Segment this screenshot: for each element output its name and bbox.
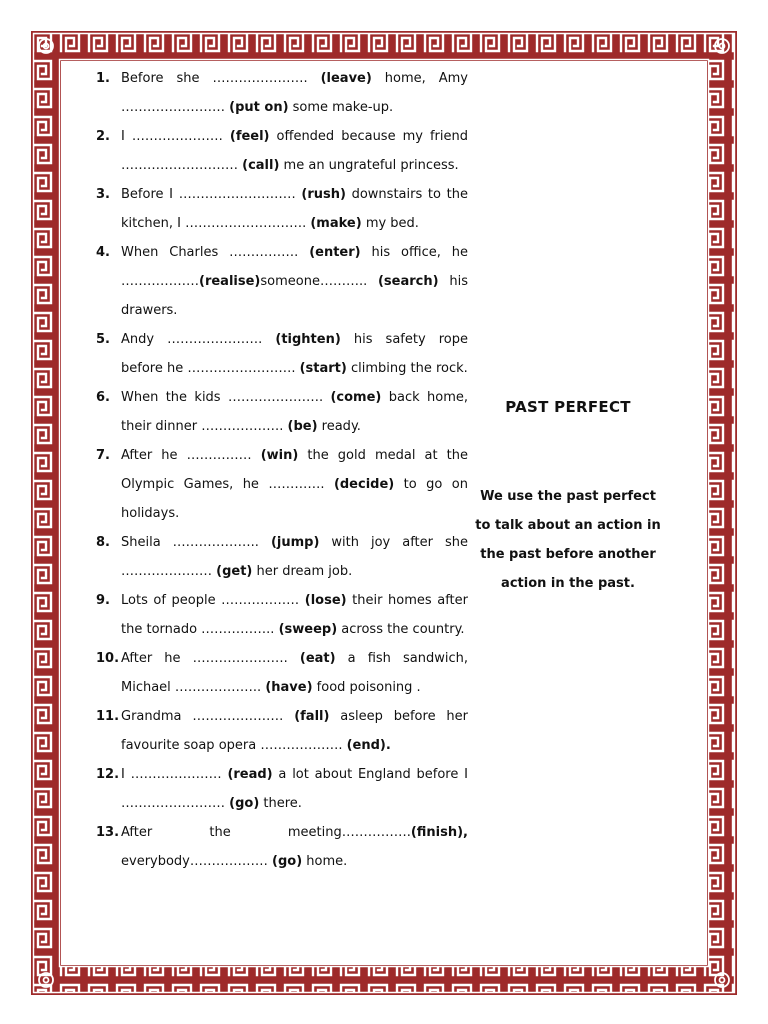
sentence-fragment: the gold medal at the Olympic Games, he …………. [121, 448, 468, 492]
exercise-text [121, 180, 468, 238]
exercise-text [121, 383, 468, 441]
exercise-item [96, 586, 468, 644]
exercise-item [96, 180, 468, 238]
verb-cue: (rush) [301, 187, 346, 202]
verb-cue: (jump) [270, 535, 320, 550]
sentence-fragment: his drawers. [121, 274, 468, 318]
sentence-fragment: food poisoning . [312, 680, 421, 695]
sentence-fragment: ready. [317, 419, 361, 434]
verb-cue: (have) [265, 680, 313, 695]
sentence-fragment: When Charles ……………. [121, 245, 310, 260]
exercise-item [96, 702, 468, 760]
sentence-fragment: across the country. [337, 622, 465, 637]
verb-cue: (fall) [294, 709, 330, 724]
sentence-fragment: Before I ……………………… [121, 187, 302, 202]
exercise-number: 4. [96, 245, 110, 260]
exercise-list [96, 64, 468, 876]
sentence-fragment: asleep before her favourite soap opera ………………. [121, 709, 468, 753]
sentence-fragment: When the kids …………………. [121, 390, 331, 405]
verb-cue: (go) [272, 854, 303, 869]
verb-cue: (enter) [309, 245, 361, 260]
exercise-text [121, 760, 468, 818]
sentence-fragment: Sheila ……………….. [121, 535, 271, 550]
verb-cue: (tighten) [275, 332, 341, 347]
exercise-number: 3. [96, 187, 110, 202]
sentence-fragment: my bed. [361, 216, 419, 231]
exercise-item [96, 528, 468, 586]
verb-cue: (end). [346, 738, 391, 753]
verb-cue: (lose) [304, 593, 347, 608]
verb-cue: (feel) [229, 129, 270, 144]
sentence-fragment: Grandma ………………… [121, 709, 295, 724]
exercise-text [121, 441, 468, 528]
verb-cue: (win) [260, 448, 299, 463]
sentence-fragment: everybody……………… [121, 854, 273, 869]
exercise-text [121, 702, 468, 760]
sentence-fragment: home, Amy …………………… [121, 71, 468, 115]
verb-cue: (read) [227, 767, 273, 782]
exercise-number: 7. [96, 448, 110, 463]
exercise-item [96, 760, 468, 818]
verb-cue: (leave) [320, 71, 372, 86]
verb-cue: (get) [216, 564, 253, 579]
sentence-fragment: his office, he ……………… [121, 245, 468, 289]
exercise-text [121, 238, 468, 325]
sentence-fragment: there. [259, 796, 302, 811]
exercise-text [121, 64, 468, 122]
exercise-text [121, 528, 468, 586]
sentence-fragment: After the meeting……………. [121, 825, 411, 840]
exercise-number: 11. [96, 709, 120, 724]
verb-cue: (be) [287, 419, 318, 434]
sentence-fragment: Andy …………………. [121, 332, 276, 347]
verb-cue: (call) [242, 158, 280, 173]
sentence-fragment: I ………………… [121, 129, 230, 144]
exercise-text [121, 586, 468, 644]
verb-cue: (make) [310, 216, 362, 231]
sentence-fragment: his safety rope before he ……………………. [121, 332, 469, 376]
verb-cue: (sweep) [278, 622, 338, 637]
verb-cue: (come) [330, 390, 382, 405]
sentence-fragment: with joy after she ………………… [121, 535, 468, 579]
exercise-item [96, 818, 468, 876]
exercise-item [96, 325, 468, 383]
verb-cue: (put on) [229, 100, 289, 115]
sentence-fragment: After he …………… [121, 448, 261, 463]
exercise-number: 9. [96, 593, 110, 608]
exercise-item [96, 64, 468, 122]
exercise-item [96, 122, 468, 180]
exercise-number: 6. [96, 390, 110, 405]
exercise-number: 8. [96, 535, 110, 550]
exercise-text [121, 122, 468, 180]
exercise-item [96, 644, 468, 702]
sentence-fragment: climbing the rock. [346, 361, 468, 376]
sentence-fragment: some make-up. [288, 100, 394, 115]
verb-cue: (decide) [333, 477, 395, 492]
exercise-text [121, 818, 468, 876]
sentence-fragment: downstairs to the kitchen, I ………………………. [121, 187, 468, 231]
sentence-fragment: a fish sandwich, Michael ……………….. [121, 651, 469, 695]
sentence-fragment: a lot about England before I …………………… [121, 767, 468, 811]
sentence-fragment: Lots of people ……………… [121, 593, 305, 608]
sentence-fragment: Before she …………………. [121, 71, 321, 86]
sentence-fragment: home. [302, 854, 348, 869]
exercise-item [96, 383, 468, 441]
sentence-fragment: back home, their dinner ………………. [121, 390, 468, 434]
exercise-number: 1. [96, 71, 110, 86]
exercise-item [96, 441, 468, 528]
exercise-text [121, 325, 468, 383]
exercise-number: 5. [96, 332, 110, 347]
verb-cue: (go) [229, 796, 260, 811]
verb-cue: (finish), [410, 825, 468, 840]
sentence-fragment: someone……….. [260, 274, 378, 289]
exercise-number: 12. [96, 767, 120, 782]
sentence-fragment: me an ungrateful princess. [279, 158, 459, 173]
sentence-fragment: After he …………………. [121, 651, 300, 666]
verb-cue: (realise) [199, 274, 261, 289]
exercise-number: 2. [96, 129, 110, 144]
verb-cue: (search) [377, 274, 439, 289]
exercise-number: 13. [96, 825, 120, 840]
verb-cue: (start) [299, 361, 347, 376]
sentence-fragment: I ………………… [121, 767, 228, 782]
section-title: PAST PERFECT [505, 398, 631, 416]
verb-cue: (eat) [299, 651, 336, 666]
exercise-item [96, 238, 468, 325]
sentence-fragment: her dream job. [252, 564, 353, 579]
sentence-fragment: to go on holidays. [121, 477, 468, 521]
exercise-number: 10. [96, 651, 120, 666]
grammar-explanation: We use the past perfect to talk about an action in the past before another action in the past. [475, 489, 661, 591]
sentence-fragment: their homes after the tornado …………….. [121, 593, 468, 637]
exercise-text [121, 644, 468, 702]
sentence-fragment: offended because my friend ……………………… [121, 129, 468, 173]
